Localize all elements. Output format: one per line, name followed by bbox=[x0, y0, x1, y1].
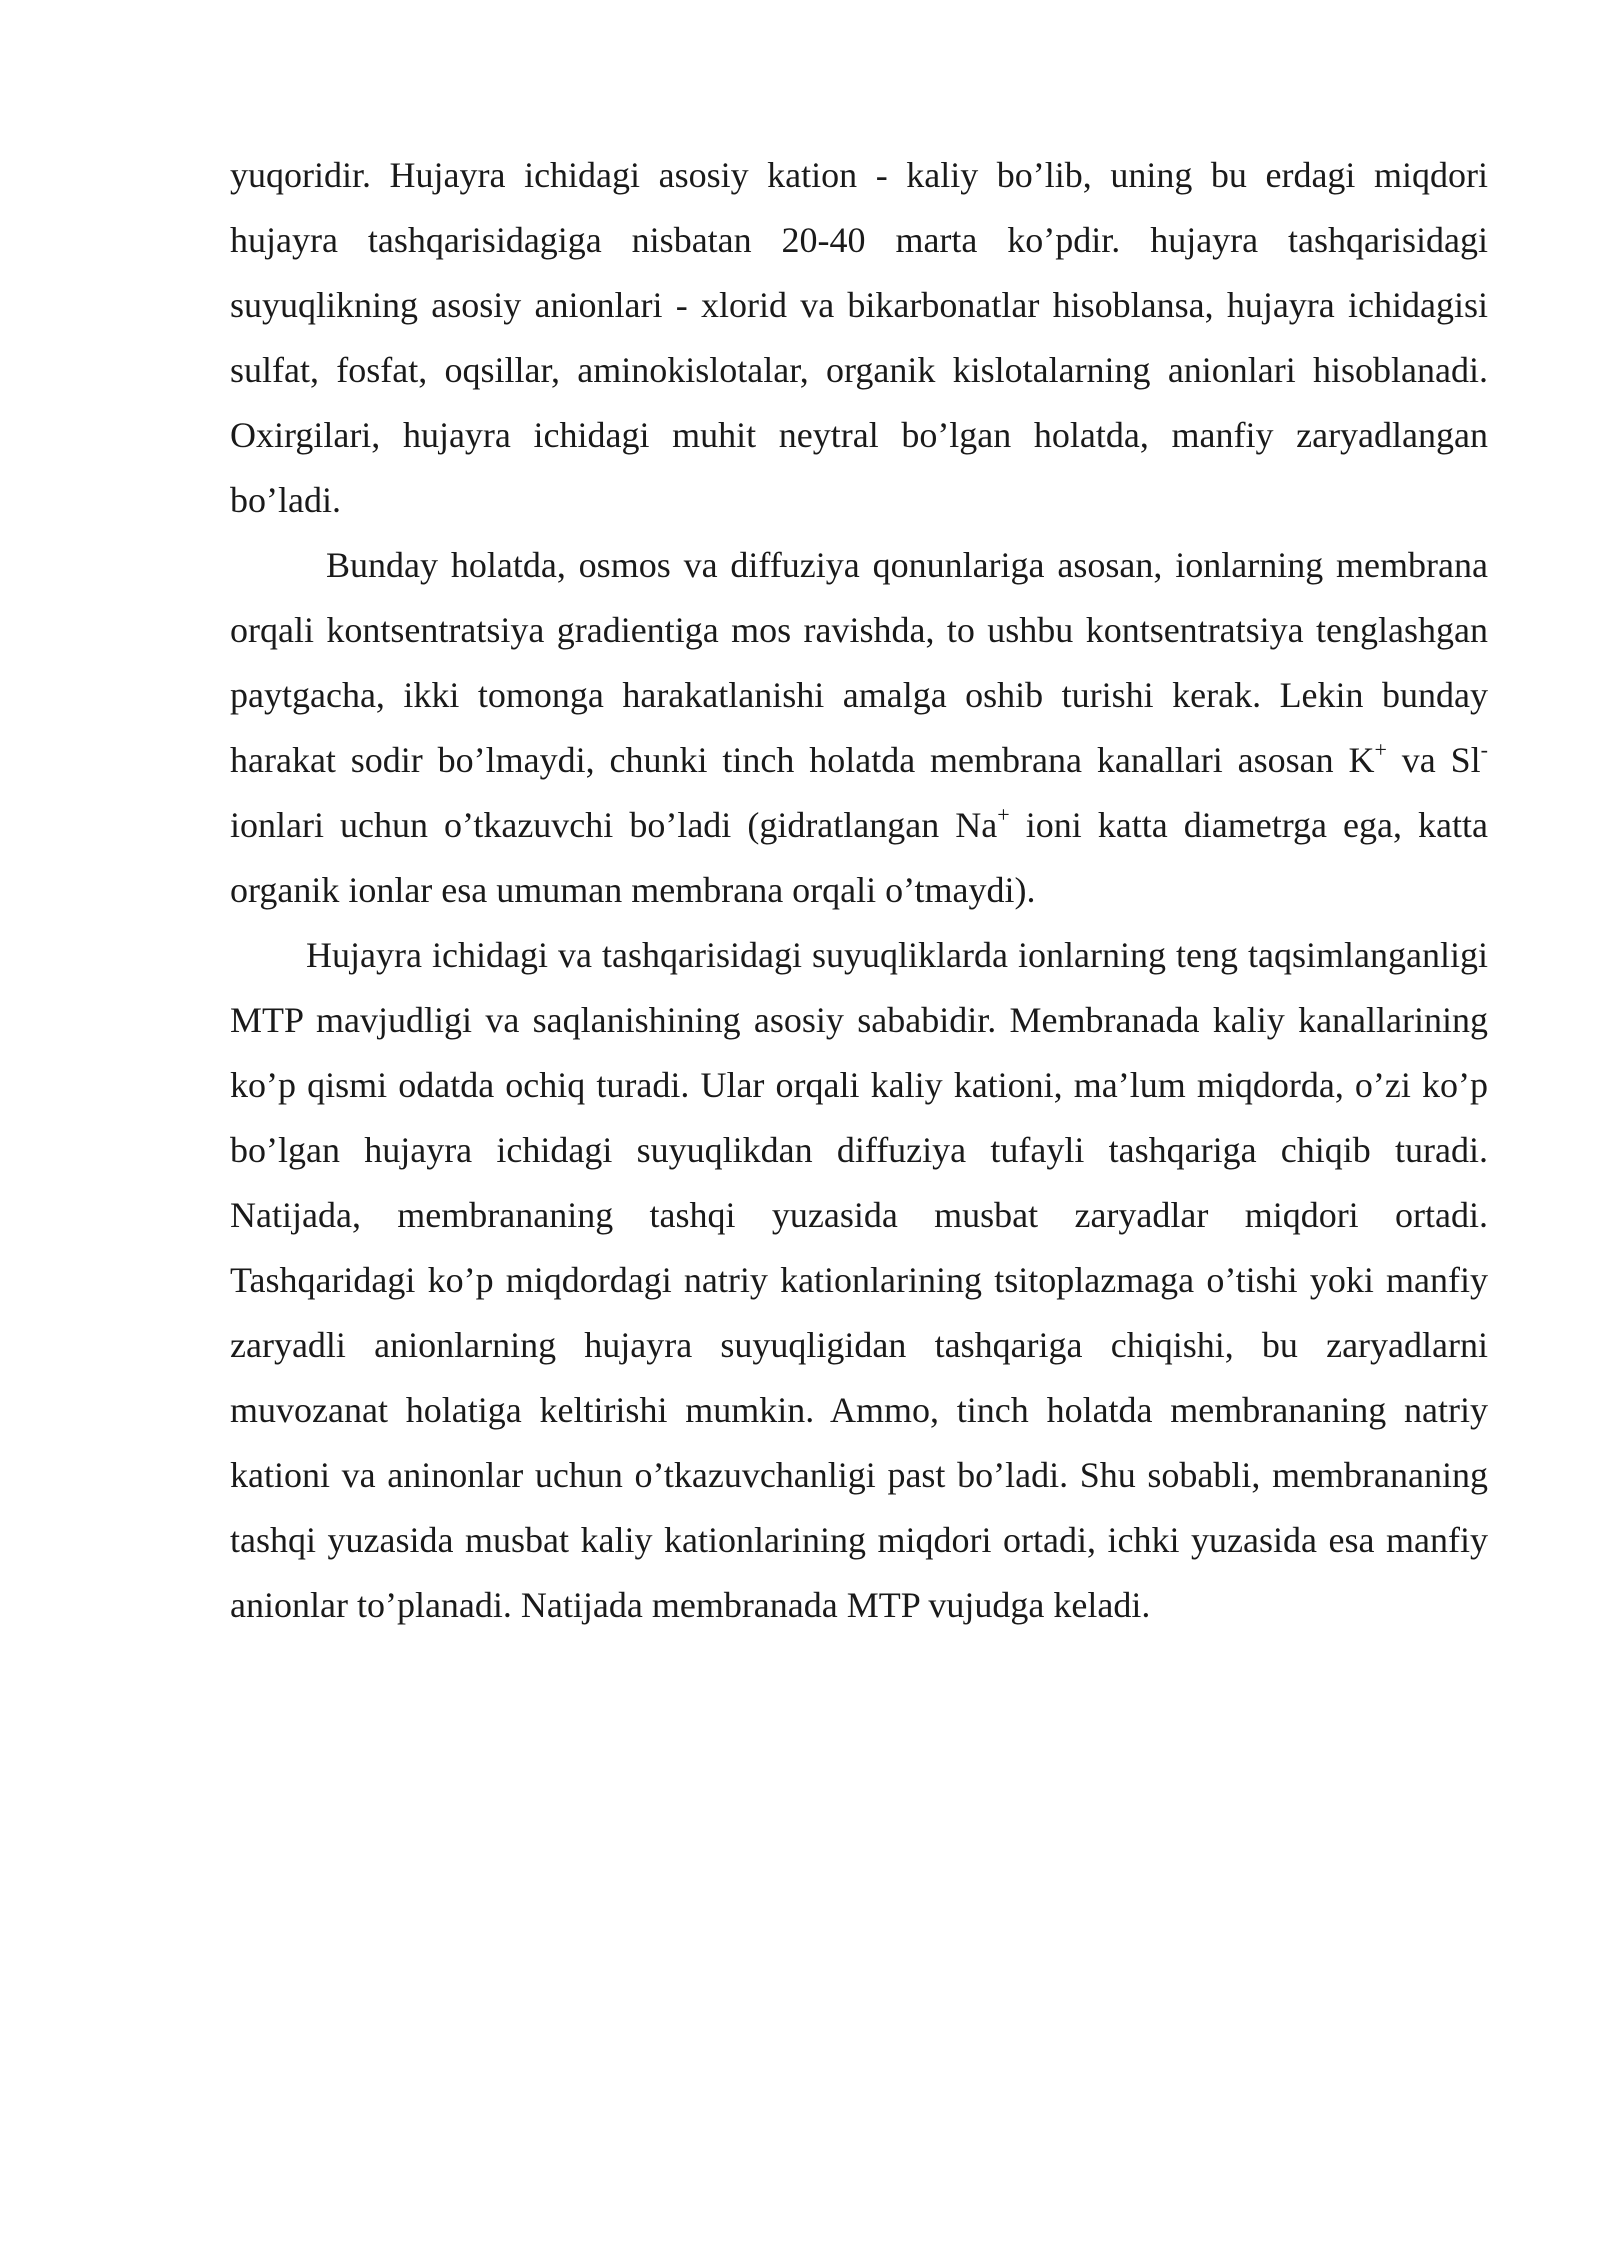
paragraph-2-text-b: va Sl bbox=[1386, 740, 1481, 780]
paragraph-2-text-c: ionlari uchun o’tkazuvchi bo’ladi (gidratlangan Na bbox=[230, 805, 998, 845]
paragraph-2-text-a: Bunday holatda, osmos va diffuziya qonunlariga asosan, ionlarning membrana orqali kontsentratsiya gradientiga mos ravishda, to ushbu kontsentratsiya tenglashgan paytgacha, ikki tomonga harakatlanishi amalga oshib turishi kerak. Lekin bunday harakat sodir bo’lmaydi, chunki tinch holatda membrana kanallari asosan K bbox=[230, 545, 1488, 780]
superscript-plus-k: + bbox=[1374, 737, 1387, 762]
superscript-plus-na: + bbox=[997, 802, 1010, 827]
paragraph-2 bbox=[230, 533, 1488, 923]
superscript-minus-cl: - bbox=[1480, 737, 1488, 762]
paragraph-1: yuqoridir. Hujayra ichidagi asosiy kation - kaliy bo’lib, uning bu erdagi miqdori hujayra tashqarisidagiga nisbatan 20-40 marta ko’pdir. hujayra tashqarisidagi suyuqlikning asosiy anionlari - xlorid va bikarbonatlar hisoblansa, hujayra ichidagisi sulfat, fosfat, oqsillar, aminokislotalar, organik kislotalarning anionlari hisoblanadi. Oxirgilari, hujayra ichidagi muhit neytral bo’lgan holatda, manfiy zaryadlangan bo’ladi. bbox=[230, 155, 1488, 520]
document-page bbox=[230, 143, 1488, 1638]
paragraph-2-text-d: ioni katta diametrga ega, katta organik ionlar esa umuman membrana orqali o’tmaydi). bbox=[230, 805, 1488, 910]
paragraph-3: Hujayra ichidagi va tashqarisidagi suyuqliklarda ionlarning teng taqsimlanganligi MTP mavjudligi va saqlanishining asosiy sababidir. Membranada kaliy kanallarining ko’p qismi odatda ochiq turadi. Ular orqali kaliy kationi, ma’lum miqdorda, o’zi ko’p bo’lgan hujayra ichidagi suyuqlikdan diffuziya tufayli tashqariga chiqib turadi. Natijada, membrananing tashqi yuzasida musbat zaryadlar miqdori ortadi. Tashqaridagi ko’p miqdordagi natriy kationlarining tsitoplazmaga o’tishi yoki manfiy zaryadli anionlarning hujayra suyuqligidan tashqariga chiqishi, bu zaryadlarni muvozanat holatiga keltirishi mumkin. Ammo, tinch holatda membrananing natriy kationi va aninonlar uchun o’tkazuvchanligi past bo’ladi. Shu sobabli, membrananing tashqi yuzasida musbat kaliy kationlarining miqdori ortadi, ichki yuzasida esa manfiy anionlar to’planadi. Natijada membranada MTP vujudga keladi. bbox=[230, 935, 1488, 1625]
